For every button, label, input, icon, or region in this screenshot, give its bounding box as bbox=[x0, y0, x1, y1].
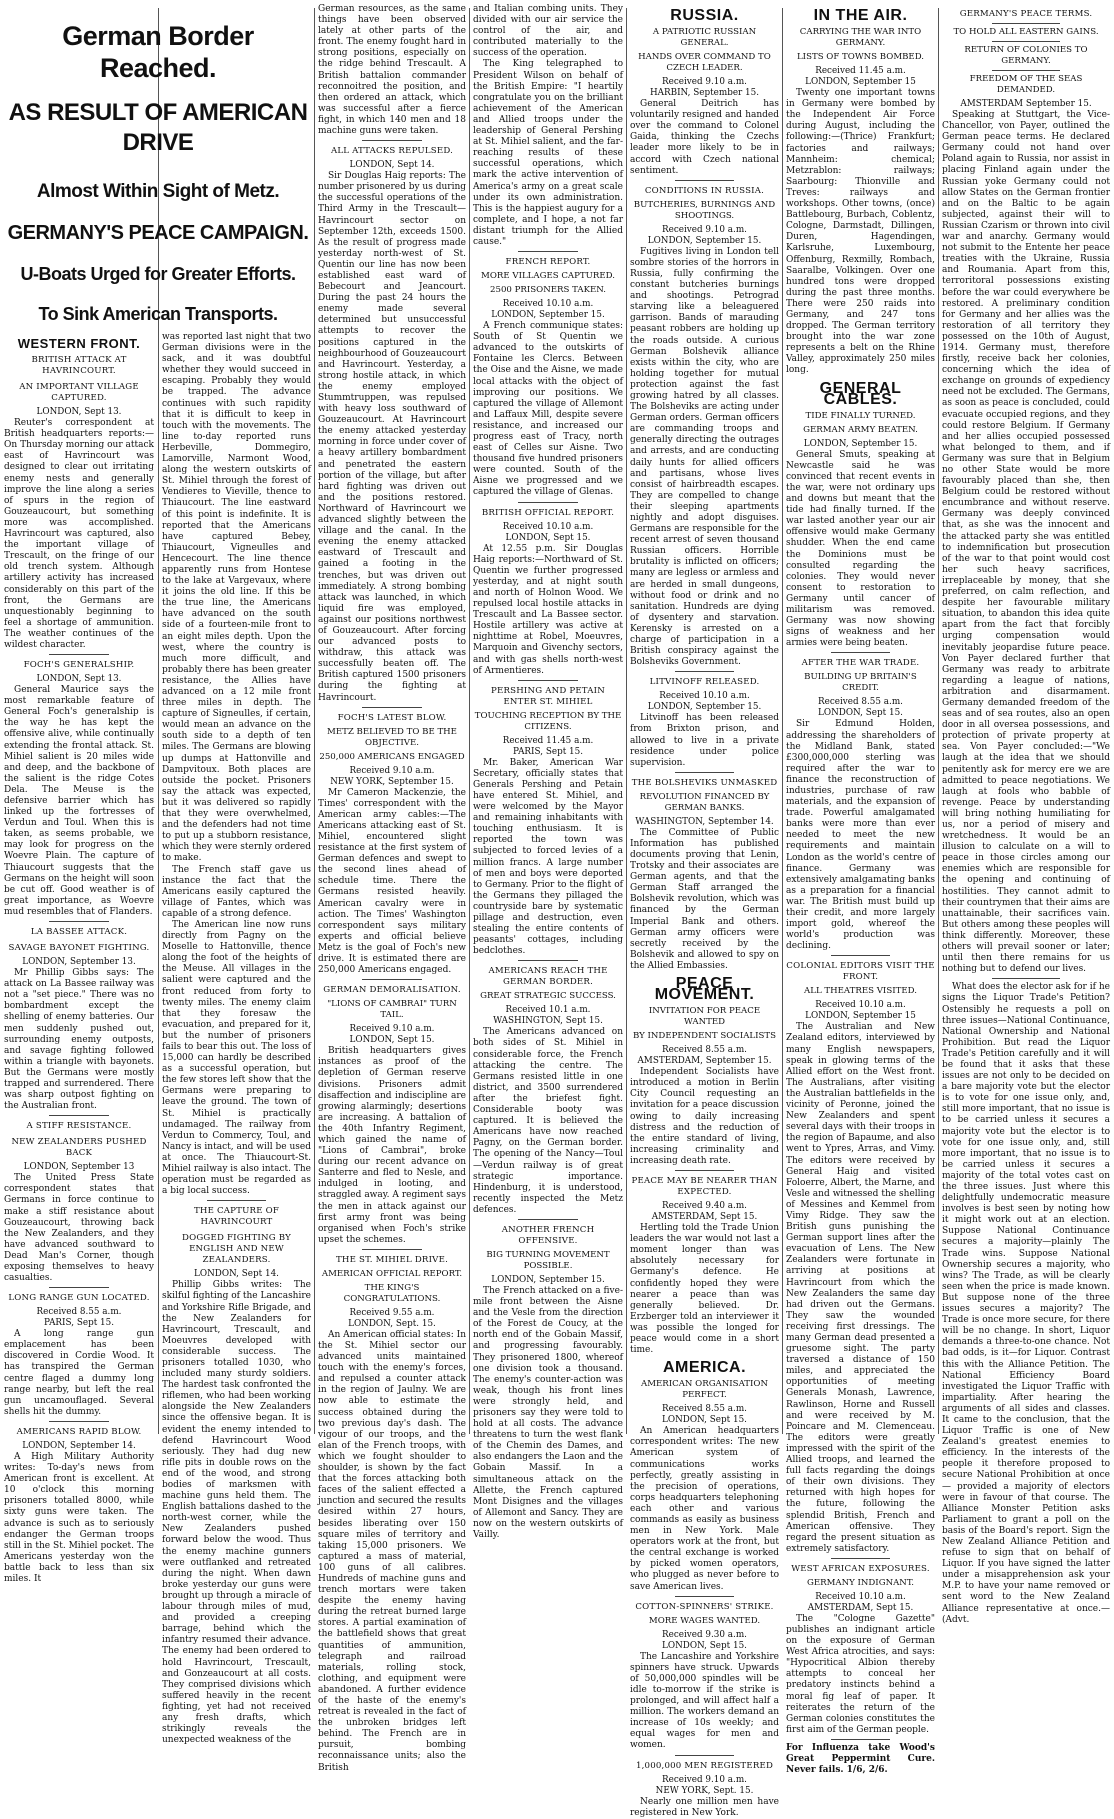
received-time: Received 11.45 a.m. bbox=[502, 735, 594, 746]
column-rule bbox=[782, 8, 783, 1434]
received-time: Received 10.10 a.m. bbox=[502, 521, 594, 532]
column-3 bbox=[318, 4, 467, 1773]
divider bbox=[49, 921, 109, 922]
divider bbox=[675, 180, 735, 181]
article-text: A High Military Authority writes: To-day's news from American front is excellent. At 10 o'clock this morning prisoners totalled 8000, while sixty guns were taken. The advance is such as to seriously endanger the German troops still in the St. Mihiel pocket. The Americans yesterday won the battle back to less than six miles. It bbox=[4, 1451, 154, 1584]
divider bbox=[675, 1755, 735, 1756]
article-headline: AFTER THE WAR TRADE. bbox=[801, 658, 920, 669]
dateline: LONDON, Sept 15. bbox=[349, 1035, 435, 1046]
article-headline: COLONIAL EDITORS VISIT THE FRONT. bbox=[786, 961, 935, 983]
article-subhead: TOUCHING RECEPTION BY THE CITIZENS. bbox=[474, 710, 622, 732]
article-headline: THE ST. MIHIEL DRIVE. bbox=[335, 1254, 448, 1265]
divider bbox=[518, 251, 578, 252]
column-6 bbox=[786, 4, 935, 1776]
article-headline: AMERICANS REACH THE GERMAN BORDER. bbox=[488, 966, 608, 988]
received-time: Received 8.55 a.m. bbox=[662, 1404, 747, 1415]
article-headline: FOCH'S GENERALSHIP. bbox=[23, 660, 135, 671]
article-subhead: SAVAGE BAYONET FIGHTING. bbox=[8, 943, 150, 954]
column-5 bbox=[630, 4, 779, 1818]
column-rule bbox=[938, 8, 939, 1434]
dateline: LONDON, September 13 bbox=[23, 1162, 135, 1173]
column-1 bbox=[4, 332, 154, 1584]
article-text: Speaking at Stuttgart, the Vice-Chancellor, von Payer, outlined the German peace terms. He declared Germany could not hand over Poland again to Russia, nor assist in placing Finland again under the Russian yoke Germany could not allow States on the German frontier and on the Baltic to be again subjected, against their will to Russian Czarism or thrown into civil war and anarchy. Germany would not submit to the Entente her peace treaties with the Ukraine, Russia and Roumania. Apart from this, terroritoral possessions existing before the war could everywhere be restored. A preliminary condition for Germany and her allies was the restoration of all territory they possessed on the 10th of August, 1914. Germany must, therefore firstly, receive back her colonies, concerning which the idea of exchange on grounds of expediency need not be excluded. The Germans, as soon as peace is concluded, could evacuate occupied regions, and they could restore Belgium. If Germany and her allies occupied possessed what belonged to them, and if Germany was sure that in Belgium no other State would be more favourably placed than she, then Belgium could be restored without encumbrance and without reserve. Germany was deeply convinced that, as she was the innocent and the attacked party she was entitled to indemnification but prosecution of the war to that point would cost her such heavy sacrifices, irreplaceable by money, that she preferred, on calm reflection, and despite her favourable military situation, to abandon this idea quite apart from the fact that forcibly urging compensation would inevitably jeopardise future peace. Von Payer declared further that Germany was ready to arbitrate regarding a league of nations, arbitration and disarmament. Germany demanded freedom of the seas and of sea routes, also an open door in all oversea possessions, and protection of private property at sea. Von Payer concluded:—"We laugh at the idea that we should penitently ask for mercy ere we are admitted to peace negotiations. We laugh at fools who babble of revenge. Peace by understanding will bring nothing humiliating for us, nor a period of misery and wretchedness. It would be an illusion to calculate on a will to peace in those circles among our enemies which are responsible for the opening and continuing of hostilities. They cannot admit to their countrymen that their aims are unattainable, their sacrifices vain. But others among these peoples will think differently. Moreover, these others will prevail sooner or later; until then there remains for us nothing but to defend our lives. bbox=[942, 110, 1110, 975]
section-heading: AMERICA. bbox=[662, 1359, 747, 1377]
dateline: LONDON, September 15 bbox=[805, 1011, 916, 1022]
article-headline: A STIFF RESISTANCE. bbox=[26, 1121, 132, 1132]
received-time: Received 8.55 a.m. bbox=[662, 1045, 747, 1056]
divider bbox=[362, 707, 421, 708]
divider bbox=[362, 979, 421, 980]
divider bbox=[518, 680, 578, 681]
divider bbox=[49, 654, 109, 655]
divider bbox=[992, 70, 1059, 71]
article-headline: 1,000,000 MEN REGISTERED bbox=[635, 1760, 774, 1771]
article-text: General Deitrich has voluntarily resigned and handed over the command to Colonel Gaida, thinking the Czechs leader more likely to be in accord with Czech national sentiment. bbox=[630, 99, 779, 176]
section-heading: RUSSIA. bbox=[670, 7, 739, 24]
article-subhead: 2500 PRISONERS TAKEN. bbox=[490, 285, 606, 296]
article-subhead: GERMAN ARMY BEATEN. bbox=[803, 424, 918, 435]
dateline: PARIS, Sept 15. bbox=[512, 746, 584, 757]
deck-line: Almost Within Sight of Metz. bbox=[36, 181, 280, 202]
received-time: Received 10.10 a.m. bbox=[815, 1000, 906, 1011]
article-subhead: BUTCHERIES, BURNINGS AND SHOOTINGS. bbox=[633, 199, 776, 221]
masthead-block bbox=[2, 4, 314, 342]
divider bbox=[992, 23, 1059, 24]
article-text: The United Press State correspondent states that Germans in force continue to make a stiff resistance about Gouzeaucourt, throwing back the New Zealanders, and they have advanced southward to Dead Man's Corner, though exposing themselves to heavy casualties. bbox=[4, 1173, 154, 1284]
article-subhead: REVOLUTION FINANCED BY GERMAN BANKS. bbox=[639, 791, 770, 813]
article-headline: THE BOLSHEVIKS UNMASKED bbox=[631, 777, 778, 788]
article-text: The King telegraphed to President Wilson on behalf of the British Empire: "I heartily congratulate you on the brilliant achievement of the American and Allied troops under the leadership of General Pershing at St. Mihiel salient, and the far-reaching results of these successful operations, which mark the active intervention of America's army on a great scale under its own administration. This is the happiest augury for a complete, and I hope, a not far distant triumph for the Allied cause." bbox=[473, 59, 623, 247]
dateline: LONDON, September 15. bbox=[491, 310, 605, 321]
column-2 bbox=[162, 332, 311, 1746]
page-headline: German Border Reached. bbox=[62, 21, 254, 83]
dateline: LONDON, Sept 15. bbox=[662, 1640, 747, 1651]
dateline: LONDON, Sept 14. bbox=[194, 1269, 279, 1280]
deck-line: GERMANY'S PEACE CAMPAIGN. bbox=[7, 222, 309, 244]
article-text: The Lancashire and Yorkshire spinners have struck. Upwards of 50,000,000 spindles will be idle to-morrow if the strike is prolonged, and will affect half a million. The workers demand an increase of 10s weekly; and equal wages for men and women. bbox=[630, 1651, 779, 1751]
dateline: LONDON, September 15. bbox=[647, 702, 762, 713]
divider bbox=[675, 671, 735, 672]
article-subhead: TIDE FINALLY TURNED. bbox=[805, 410, 916, 421]
article-text: Hertling told the Trade Union leaders the war would not last a moment longer than was absolutely necessary for Germany's defence. He confidently hoped they were nearer a peace than was generally believed. Dr. Erzberger told an interviewer it was possible the longed for peace would come in a short time. bbox=[630, 1223, 779, 1356]
article-subhead: "LIONS OF CAMBRAI" TURN TAIL. bbox=[327, 999, 457, 1021]
article-text: Twenty one important towns in Germany were bombed by the Independent Air Force during August, including the following:—(Thrice) Frankfurt; factories and railways; Mannheim: chemical; Metzrablon: railways; Saarbourg: Thionville and Treves: railways and workshops. Other towns, (once) Battlebourg, Burbach, Coblentz, Cologne, Darmstadt, Dillingen, Duren, Hagendingen, Karlsruhe, Luxembourg, Offenburg, Rexmilly, Rombach, Saaralbe, Volkingen. Over one hundred tons were dropped during the past three months. There were 250 raids into Germany, and 247 tons dropped. The German territory brought into the war zone represents a belt on the Rhine Valley, approximately 250 miles long. bbox=[786, 88, 935, 376]
article-headline: THE CAPTURE OF HAVRINCOURT bbox=[193, 1206, 280, 1228]
article-headline: GERMAN DEMORALISATION. bbox=[323, 985, 461, 996]
article-text: General Maurice says the most remarkable feature of General Foch's generalship is the way he has kept the offensive alive, while continually extending the frontal attack. St. Mihiel salient is 20 miles wide and deep, and the backbone of the salient is the ridge Cotes Dela. The Meuse is the defensive barrier which has linked up the fortresses of Verdun and Toul. When this is taken, as seems probable, we may look for progress on the Woevre Plain. The capture of Thiaucourt suggests that the Germans on the height will soon be cut off. Good weather is of great importance, as Woevre mud resembles that of Flanders. bbox=[4, 685, 154, 917]
dateline: AMSTERDAM September 15. bbox=[960, 99, 1092, 109]
divider bbox=[831, 1739, 891, 1740]
article-subhead: GREAT STRATEGIC SUCCESS. bbox=[480, 991, 616, 1002]
article-subhead: BY INDEPENDENT SOCIALISTS bbox=[632, 1031, 777, 1042]
article-text: Sir Douglas Haig reports: The number prisonered by us during the successful operations of the Third Army in the Trescault—Havrincourt sector on September 12th, exceeds 1500. As the result of progress made yesterday north-west of St. Quentin our line has now been established east ward of Bebecourt and Jeancourt. During the past 24 hours the enemy made several determined but unsuccessful attempts to recover the positions captured in the neighbourhood of Gouzeaucourt and Havrincourt. Yesterday, a strong hostile attack, in which the enemy employed Stummtruppen, was repulsed with heavy loss southward of Gouzeaucourt. At Havrincourt the enemy attacked yesterday morning in force under cover of a heavy artillery bombardment and penetrated the eastern portion of the village, but after hard fighting was driven out and the positions restored. Northward of Havrincourt we advanced slightly between the village and the canal. In the evening the enemy attacked eastward of Trescault and gained a footing in the trenches, but was driven out immediately. A strong bombing attack was launched, in which liquid fire was employed, against our positions northwest of Gouzeaucourt. After forcing our advanced posts to withdraw, this attack was successfully beaten off. The British captured 1500 prisoners during the fighting at Havrincourt. bbox=[318, 171, 467, 703]
article-headline: FOCH'S LATEST BLOW. bbox=[337, 712, 447, 723]
section-heading: GENERAL CABLES. bbox=[819, 379, 902, 408]
dateline: AMSTERDAM, Sept 15. bbox=[651, 1212, 758, 1223]
divider bbox=[518, 960, 578, 961]
divider bbox=[992, 41, 1059, 42]
article-headline: AMERICANS RAPID BLOW. bbox=[16, 1426, 142, 1437]
received-time: Received 8.55 a.m. bbox=[818, 697, 903, 708]
divider bbox=[49, 1421, 109, 1422]
dateline: LONDON, September 14. bbox=[22, 1440, 136, 1451]
article-text: A long range gun emplacement has been discovered in Cordie Wood. It has transpired the German centre flaged a dummy long range nearby, but left the real gun uncamouflaged. Several shells hit the dummy. bbox=[4, 1329, 154, 1417]
article-text: Phillip Gibbs writes: The skilful fighting of the Lancashire and Yorkshire Rifle Brigade, and the New Zealanders for Havrincourt, Trescault, and Moeuvres developed with considerable success. The prisoners totalled 1030, who included many sturdy soldiers. The hardest task confronted the riflemen, who had been working alongside the New Zealanders since the offensive began. It is evident the enemy intended to defend Havrincourt Wood seriously. They had dug new rifle pits in double rows on the end of the wood, and strong bodies of marksmen with machine guns held them. The English battalions dashed to the north-west corner, while the New Zealanders pushed forward below the wood. Thus the enemy machine gunners were outflanked and retreated during the night. When dawn broke yesterday our guns were brought up through a miracle of labour through miles of mud, and provided a creeping barrage, behind which the infantry resumed their advance. The enemy had been ordered to hold Havrincourt, Trescault, and Gonzeaucourt at all costs. They comprised divisions which suffered heavily in the recent fighting, yet had not received any fresh drafts, which strikingly reveals the unexpected weakness of the bbox=[162, 1280, 311, 1746]
article-text: The American line now runs directly from Pagny on the Moselle to Hattonville, thence along the foot of the heights of the Meuse. All villages in the salient were captured and the front reduced from forty to twenty miles. The enemy claim that they foresaw the evacuation, and prepared for it, but the number of prisoners fails to bear this out. The loss of 15,000 can hardly be described as a successful operation, but the few stores left show that the Germans were preparing to leave the ground. The town of St. Mihiel is practically undamaged. The railway from Verdun to Commercy, Toul, and Nancy is intact, and will be used at once. The Thiaucourt-St. Mihiel railway is also intact. The operation must be regarded as a big local success. bbox=[162, 919, 311, 1197]
column-rule bbox=[469, 8, 470, 1434]
article-text: An American headquarters correspondent writes: The new American system of communications works perfectly, greatly assisting in the precision of operations, corps headquarters telephoning each other and various commands as easily as business men in New York. Male operators work at the front, but the central exchange is worked by picked women operators, who plugged as never before to save American lives. bbox=[630, 1426, 779, 1592]
divider bbox=[831, 955, 891, 956]
article-headline: CONDITIONS IN RUSSIA. bbox=[644, 185, 765, 196]
article-text: The Committee of Public Information has published documents proving that Lenin, Trotsky and their associates are German agents, and that the German Staff arranged the Bolshevik revolution, which was financed by the German Imperial Bank and others. German army officers were secretly received by the Bolshevik and allowed to spy on the Allied Embassies. bbox=[630, 827, 779, 971]
dateline: LONDON, September 15. bbox=[803, 438, 918, 449]
divider bbox=[675, 1596, 735, 1597]
deck-line: To Sink American Transports. bbox=[38, 304, 278, 324]
dateline: LONDON, September 13. bbox=[22, 957, 136, 968]
received-time: Received 10.10 a.m. bbox=[659, 691, 750, 702]
dateline: AMSTERDAM, Sept 15. bbox=[807, 1602, 914, 1613]
article-headline: COTTON-SPINNERS' STRIKE. bbox=[635, 1601, 774, 1612]
article-text: Nearly one million men have registered in New York. bbox=[630, 1796, 779, 1818]
article-text: British headquarters gives instances as proof of the depletion of German reserve divisions. Prisoners admit disaffection and indiscipline are growing alarmingly; desertions are increasing. A battalion of the 40th Infantry Regiment, which gained the name of "Lions of Cambrai", broke during our recent advance on Santerre and fled to Nesle, and indulged in looting, and straggled away. A regiment says the men in attack against our first army front was being organised when Foch's strike upset the schemes. bbox=[318, 1046, 466, 1245]
article-text: Mr. Baker, American War Secretary, officially states that Generals Pershing and Petain have entered St. Mihiel, and were welcomed by the Mayor and remaining inhabitants with touching enthusiasm. It is reported the town was subjected to forced levies of a million francs. A large number of men and boys were deported to Germany. Prior to the flight of the Germans they pillaged the countryside bare by systematic pillage and destruction, even stealing the entire contents of peasants' cottages, including bedclothes. bbox=[473, 757, 623, 957]
divider bbox=[49, 1287, 109, 1288]
article-subhead: MORE WAGES WANTED. bbox=[648, 1615, 761, 1626]
article-subhead: LISTS OF TOWNS BOMBED. bbox=[796, 52, 925, 63]
column-4 bbox=[473, 4, 623, 1541]
received-time: Received 8.55 a.m. bbox=[36, 1307, 122, 1318]
article-subhead: FREEDOM OF THE SEAS DEMANDED. bbox=[969, 74, 1083, 95]
dateline: WASHINGTON, September 14. bbox=[635, 816, 774, 827]
article-subhead: INVITATION FOR PEACE WANTED bbox=[648, 1006, 761, 1028]
article-text: The French staff gave us instance the fact that the Americans easily captured the village of Fantes, which was capable of a strong defence. bbox=[162, 864, 311, 919]
received-time: Received 9.10 a.m. bbox=[349, 765, 435, 776]
received-time: Received 10.10 a.m. bbox=[502, 299, 594, 310]
article-headline: PEACE MAY BE NEARER THAN EXPECTED. bbox=[631, 1176, 778, 1198]
column-rule bbox=[314, 8, 315, 1434]
article-text: The Australian and New Zealand editors, interviewed by many English newspapers, speak in glowing terms of the Allied effort on the West front. The Australians, after visiting the Australian battlefields in the vicinity of Peronne, joined the New Zealanders and spent several days with their troops in the region of Bapaume, and also went to Ypres, Arras, and Vimy. The editors were received by General Haig and visited Foloerre, Albert, the Marne, and Vesle and witnessed the shelling of Messines and Kemmel from Vimy Ridge. They saw the British guns punishing the German support lines after the evacuation of Lens. The New Zealanders were fortunate in arriving at positions at Havrincourt from which the New Zealanders the same day had driven out the Germans. They saw the wounded receiving first dressings. The many German dead presented a gruesome sight. The party traversed a distance of 150 miles, and appreciated the opportunities of meeting Generals Monash, Lawrence, Rawlinson, Horne and Russell and were received by M. Poincare and M. Clemenceau. The editors were greatly impressed with the spirit of the Allied troops, and learned the full facts regarding the doings of their own divisions. They returned with high hopes for the future, following the splendid British, French and American offensive. They regard the present situation as extremely satisfactory. bbox=[786, 1022, 935, 1554]
dateline: LONDON, Sept 13. bbox=[36, 674, 122, 685]
article-subhead: DOGGED FIGHTING BY ENGLISH AND NEW ZEALANDERS. bbox=[182, 1233, 291, 1266]
article-subhead: CARRYING THE WAR INTO GERMANY. bbox=[799, 27, 922, 49]
article-text: German resources, as the same things have been observed lately at other parts of the front. The enemy fought hard in strong positions, especially on the ridge behind Trescault. A British battalion commander reconnoitred the position, and then ordered an attack, which was successful after a fierce fight, in which 140 men and 18 machine guns were taken. bbox=[318, 4, 466, 137]
article-subhead: 250,000 AMERICANS ENGAGED bbox=[319, 751, 465, 762]
article-text: The Americans advanced on both sides of St. Mihiel in considerable force, the French attacking the centre. The Germans resisted little in one district, and 3500 surrendered after the briefest fight. Considerable booty was captured. It is believed the Americans have now reached Pagny, on the German border. The opening of the Nancy—Toul—Verdun railway is of great strategic importance. Hindenburg, it is understood, recently inspected the Metz defences. bbox=[473, 1027, 623, 1215]
article-text: Sir Edmund Holden, addressing the shareholders of the Midland Bank, stated £300,000,000 sterling was required after the war to finance the reconstruction of industries, purchase of raw materials, and the expansion of trade. Powerful amalgamated banks were more than ever needed to meet the new requirements and maintain London as the world's centre of finance. Germany was extensively amalgamating banks as a preparation for a financial war. The British must build up their credit, and more largely import gold, whereof the world's production was declining. bbox=[786, 719, 935, 952]
article-subhead: MORE VILLAGES CAPTURED. bbox=[481, 271, 615, 282]
dateline: LONDON, Sept 15. bbox=[662, 1415, 747, 1426]
article-subhead: GERMANY INDIGNANT. bbox=[806, 1577, 915, 1588]
article-headline: LA BASSEE ATTACK. bbox=[30, 927, 128, 938]
article-headline: BRITISH ATTACK AT HAVRINCOURT. bbox=[31, 355, 127, 377]
dateline: WASHINGTON, Sept 15. bbox=[493, 1016, 603, 1027]
received-time: Received 9.30 a.m. bbox=[662, 1629, 747, 1640]
received-time: Received 9.10 a.m. bbox=[662, 224, 747, 235]
dateline: LONDON, September 15 bbox=[805, 77, 916, 88]
divider bbox=[207, 1200, 267, 1201]
divider bbox=[675, 772, 735, 773]
dateline: AMSTERDAM, September 15. bbox=[637, 1056, 772, 1067]
received-time: Received 9.10 a.m. bbox=[662, 1774, 747, 1785]
dateline: NEW YORK, September 15. bbox=[330, 776, 454, 787]
dateline: HARBIN, September 15. bbox=[649, 88, 760, 99]
received-time: Received 10.1 a.m. bbox=[505, 1005, 591, 1016]
article-text: General Smuts, speaking at Newcastle said he was convinced that recent events in the war, were not ordinary ups and downs but meant that the tide had finally turned. If the war lasted another year our air offensive would make Germany shudder. When the end came the Dominions must be consulted regarding the colonies. They would never consent to restoration to Germany until cancer of militarism was removed. Germany was now showing signs of weakness and her armies were being beaten. bbox=[786, 449, 935, 649]
article-headline: LONG RANGE GUN LOCATED. bbox=[8, 1293, 150, 1304]
received-time: Received 9.55 a.m. bbox=[349, 1307, 435, 1318]
article-text: At 12.55 p.m. Sir Douglas Haig reports:—Northward of St. Quentin we further progressed yesterday, and at night south and north of Holnon Wood. We repulsed local hostile attacks in Trescault and La Bassee sector. Hostile artillery was active at nighttime at Robel, Moeuvres, Marquoin and Givenchy sectors, and with gas shells north-west of Armentieres. bbox=[473, 543, 623, 676]
divider bbox=[49, 1115, 109, 1116]
received-time: Received 9.10 a.m. bbox=[349, 1024, 435, 1035]
article-headline: FRENCH REPORT. bbox=[505, 257, 591, 268]
divider bbox=[992, 978, 1059, 979]
divider bbox=[518, 502, 578, 503]
article-headline: ANOTHER FRENCH OFFENSIVE. bbox=[501, 1224, 595, 1246]
article-text: A French communique states: South of St Quentin we advanced to the outskirts of Fontaine les Clercs. Between the Oise and the Aisne, we made local attacks with the object of improving our positions. We captured the village of Allemont and Laffaux Mill, despite severe resistance, and increased our progress east of Tracy, north east of Celles sur Aisne. Two thousand five hundred prisoners were counted. South of the Aisne we progressed and we captured the village of Glenas. bbox=[473, 321, 623, 498]
article-text: was reported last night that two German divisions were in the sack, and it was doubtful whether they would succeed in escaping. Probably they would be trapped. The advance continues with such rapidity that it is difficult to keep in touch with the movements. The line to-day reported runs Herbeville, Dommegiro, Lamorville, Narmont Wood, along the western outskirts of St. Mihiel through the forest of Vendieres to Vieville, thence to Thiaucourt. The line eastward of this point is indefinite. It is reported that the Americans have captured Bebey, Thiaucourt, Vigneulles and Hencecourt. The line thence apparently runs from Hontese to the lake at Vargevaux, where it joins the old line. If this be the true line, the Americans have advanced on the south side of a fourteen-mile front to an eight miles depth. Upon the west, where the country is much more difficult, and probably there has been greater resistance, the Allies have advanced on a 12 mile front three miles in depth. The capture of Signeulles, if certain, would mean an advance on the south side to a depth of ten miles. The Germans are blowing up dumps at Hattonville and Dampvitoux. Both places are outside the pocket. Prisoners say the attack was expected, but it was delivered so rapidly that they were overwhelmed, and the defenders had not time to put up a stubborn resistance, which they were sternly ordered to make. bbox=[162, 332, 311, 864]
article-subhead: BUILDING UP BRITAIN'S CREDIT. bbox=[804, 672, 917, 694]
dateline: LONDON, Sept. 15. bbox=[348, 1318, 436, 1329]
article-subhead: BIG TURNING MOVEMENT POSSIBLE. bbox=[486, 1249, 610, 1271]
divider bbox=[831, 1558, 891, 1559]
article-headline: ALL ATTACKS REPULSED. bbox=[330, 146, 454, 157]
dateline: LONDON, Sept 13. bbox=[36, 407, 122, 418]
divider bbox=[362, 140, 421, 141]
dateline: LONDON, Sept 15. bbox=[818, 708, 903, 719]
article-text: The "Cologne Gazette" publishes an indignant article on the exposure of German West Africa atrocities, and says: "Hypocritical Albion thereby attempts to conceal her predatory instincts behind a moral fig leaf of paper. It reiterates the return of the German colonies constitutes the first aim of the German people. bbox=[786, 1613, 935, 1735]
article-headline: GERMANY'S PEACE TERMS. bbox=[959, 9, 1093, 19]
section-heading: WESTERN FRONT. bbox=[17, 336, 141, 351]
dateline: LONDON, Sept 14. bbox=[349, 160, 435, 171]
article-subhead: NEW ZEALANDERS PUSHED BACK bbox=[11, 1137, 147, 1159]
article-headline: WEST AFRICAN EXPOSURES. bbox=[791, 1563, 930, 1574]
article-text: The French attacked on a five-mile front between the Aisne and the Vesle from the direction of the Forest de Coucy, at the north end of the Gobain Massif, and progressing favourably. They prisonered 1800, whereof one division took a thousand. The enemy's counter-action was weak, though his front lines were strongly held, and prisoners say they were told to hold at all costs. The advance threatens to turn the west flank of the Chemin des Dames, and also endangers the Laon and the Gobain Massif. In a simultaneous attack on the Allette, the French captured Mont Disignes and the villages of Allemont and Sancy. They are now on the western outskirts of Vailly. bbox=[473, 1285, 623, 1541]
article-headline: BRITISH OFFICIAL REPORT. bbox=[481, 507, 615, 518]
page-subheadline: AS RESULT OF AMERICAN DRIVE bbox=[8, 99, 308, 156]
article-text: Litvinoff has been released from Brixton prison, and allowed to live in a private residence under police supervision. bbox=[630, 713, 779, 768]
article-text: Mr Phillip Gibbs says: The attack on La Bassee railway was not a "set piece." There was no bombardment except the shelling of enemy batteries. Our men suddenly pushed out, surrounding enemy outposts, and savage fighting followed within a triangle with bayonets. But the Germans were mostly trapped and surrendered. There was sharp outpost fighting on the Australian front. bbox=[4, 968, 154, 1112]
article-subhead: AMERICAN ORGANISATION PERFECT. bbox=[641, 1379, 768, 1401]
article-text: and Italian combing units. They divided with our air service the control of the air, and contributed materially to the success of the operation. bbox=[473, 4, 623, 59]
article-text: Mr Cameron Mackenzie, the Times' correspondent with the American army cables:—The Americans attacking east of St. Mihiel, encountered slight resistance at the first system of German defences and swept to the second lines ahead of schedule time. There the Germans resisted heavily. American cavalry were in action. The Times' Washington correspondent says military experts and official believe Metz is the goal of Foch's new drive. It is estimated there are 250,000 Americans engaged. bbox=[318, 787, 466, 976]
article-headline: PERSHING AND PETAIN ENTER ST. MIHIEL bbox=[490, 685, 605, 707]
article-text: Independent Socialists have introduced a motion in Berlin City Council requesting an invitation for a peace discussion owing to daily increasing distress and the reduction of the entire standard of living, increasing criminality and increasing death rate. bbox=[630, 1067, 779, 1166]
advertisement: For Influenza take Wood's Great Peppermint Cure. Never fails. 1/6, 2/6. bbox=[786, 1742, 935, 1776]
article-subhead: AMERICAN OFFICIAL REPORT. bbox=[321, 1268, 463, 1279]
divider bbox=[362, 1249, 421, 1250]
received-time: Received 10.10 a.m. bbox=[815, 1591, 906, 1602]
section-heading: IN THE AIR. bbox=[813, 7, 908, 24]
deck-line: U-Boats Urged for Greater Efforts. bbox=[20, 264, 296, 284]
column-7 bbox=[942, 4, 1110, 1625]
article-subhead: ALL THEATRES VISITED. bbox=[804, 986, 917, 997]
article-subhead: METZ BELIEVED TO BE THE OBJECTIVE. bbox=[327, 726, 457, 748]
received-time: Received 9.40 a.m. bbox=[662, 1201, 747, 1212]
dateline: LONDON, Sept 15. bbox=[505, 532, 591, 543]
article-text: Reuter's correspondent at British headquarters reports:—On Thursday morning our attack east of Havrincourt was designed to clear out irritating enemy nests and generally improve the line along a series of spurs in the region of Gouzeaucourt, but something more was accomplished. Havrincourt was captured, also the important village of Trescault, on the fringe of our old trench system. Although artillery activity has increased considerably on this part of the front, the Germans are unquestionably beginning to feel a shortage of ammunition. The weather continues of the wildest character. bbox=[4, 418, 154, 650]
dateline: NEW YORK, Sept. 15. bbox=[655, 1785, 754, 1796]
article-text: What does the elector ask for if he signs the Liquor Trade's Petition? Ostensibly he requests a poll on three issues—National Continuance, National Ownership and National Prohibition. But read the Liquor Trade's Petition carefully and it will be found that it asks that these issues are not only to be decided on a bare majority vote but the elector is to vote for one issue only, and, still more important, that no issue is to be carried unless it secures a majority vote but the elector is to vote for one issue only, and, still more important, that no issue is to be carried unless it secures a majority of the total votes cast on the three issues. Just where this delightfully undemocratic measure involves is best seen by noting how it might work out at an election. Suppose National Continuance secures a majority—plainly The Trade wins. Suppose National Ownership secures a majority, who wins? The Trade, as will be clearly seen when the price is made known. But suppose none of the three issues secures a majority? The Trade is once more secure, for there will be no change. In short, Liquor demands a three-to-one chance. Not bad odds, is it—for Liquor. Contrast this with the Alliance Petition. The National Efficiency Board investigated the Liquor Traffic with impartiality. After hearing the arguments of all sides and classes. It came to the conclusion, that the Liquor Traffic is one of New Zealand's greatest enemies to efficiency. In the interests of the people it therefore proposed to secure National Prohibition at once — provided a majority of electors were in favour of that course. The Alliance Monster Petition asks Parliament to grant a poll on the basis of the Board's report. Sign the New Zealand Alliance Petition and refuse to sign that on behalf of Liquor. If you have signed the latter under a misapprehension ask your M.P. to have your name removed or sent word to the New Zealand Alliance representative at once.—(Advt. bbox=[942, 982, 1110, 1625]
section-heading: PEACE MOVEMENT. bbox=[654, 975, 755, 1004]
received-time: Received 9.10 a.m. bbox=[662, 77, 747, 88]
article-subhead: A PATRIOTIC RUSSIAN GENERAL. bbox=[652, 27, 757, 49]
dateline: LONDON, September 15. bbox=[491, 1274, 605, 1285]
article-text: An American official states: In the St. Mihiel sector our advanced units maintained touch with the enemy's forces, and repulsed a counter attack in the region of Jaulny. We are now able to estimate the success obtained during the two previous day's dash. The vigour of our troops, and the elan of the French troops, with which we fought shoulder to shoulder, is shown by the fact that the forces attacking both faces of the salient effected a junction and secured the results desired within 27 hours, besides liberating over 150 square miles of territory and taking 15,000 prisoners. We captured a mass of material, 100 guns of all calibres. Hundreds of machine guns and trench mortars were taken despite the enemy having during the retreat burned large stores. A partial examination of the battlefield shows that great quantities of ammunition, telegraph and railroad materials, rolling stock, clothing, and equipment were abandoned. A further evidence of the haste of the enemy's retreat is revealed in the fact of the unbroken bridges left behind. The French are in pursuit, bombing reconnaissance units; also the British bbox=[318, 1329, 466, 1773]
divider bbox=[831, 652, 891, 653]
dateline: LONDON, September 15. bbox=[647, 235, 762, 246]
article-subhead: HANDS OVER COMMAND TO CZECH LEADER. bbox=[638, 52, 771, 74]
dateline: PARIS, Sept 15. bbox=[43, 1318, 115, 1329]
article-subhead: AN IMPORTANT VILLAGE CAPTURED. bbox=[19, 382, 139, 404]
divider bbox=[518, 1219, 578, 1220]
divider bbox=[675, 1170, 735, 1171]
article-subhead: TO HOLD ALL EASTERN GAINS. bbox=[953, 27, 1099, 37]
column-rule bbox=[626, 8, 627, 1434]
article-subhead: THE KING'S CONGRATULATIONS. bbox=[343, 1282, 441, 1304]
article-headline: LITVINOFF RELEASED. bbox=[649, 677, 760, 688]
article-subhead: RETURN OF COLONIES TO GERMANY. bbox=[964, 45, 1088, 66]
article-text: Fugitives living in London tell sombre stories of the horrors in Russia, fully confirming the constant butcheries burnings and shootings. Petrograd starving like a beleaguered garrison. Bands of marauding peasant robbers are holding up the roads outside. A curious German Bolshevik alliance exists within the city, who are holding together for mutual protection against the fast growing hatred by all classes. The Bolsheviks are acting under German orders. German officers are commanding troops and generally directing the outrages and arrests, and are conducting daily hunts for allied officers and partisans, whose lives consist of hairbreadth escapes. They are compelled to change their sleeping apartments nightly and adopt disguises. Germans are responsible for the recent arrest of seven thousand Russian officers. Horrible brutality is inflicted on officers; many are legless or armless and are herded in small dungeons, without food or drink and no sanitation. Hundreds are dying of dysentery and starvation. Kerensky is arrested on a charge of participation in a British conspiracy against the Bolsheviks Government. bbox=[630, 246, 779, 668]
received-time: Received 11.45 a.m. bbox=[815, 66, 906, 77]
